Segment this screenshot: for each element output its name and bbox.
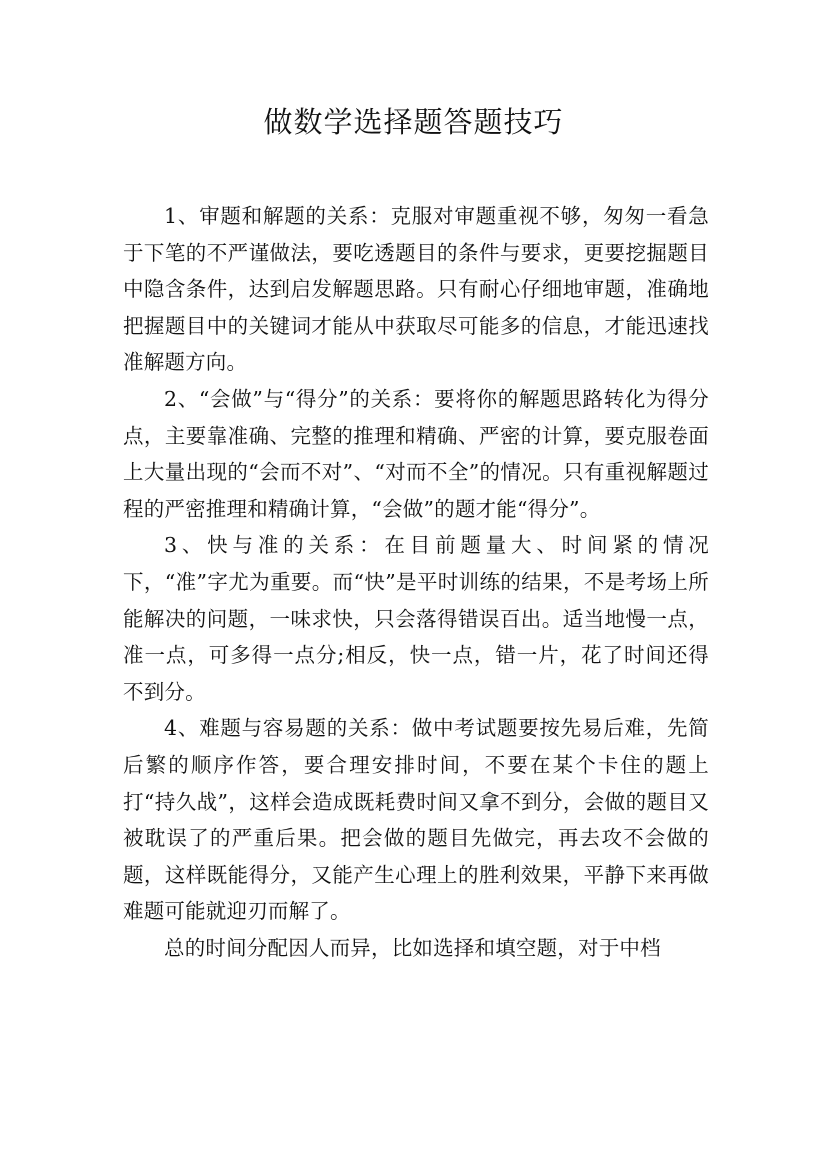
paragraph-review-and-solve: 1、审题和解题的关系：克服对审题重视不够，匆匆一看急于下笔的不严谨做法，要吃透题目的条件与要求，更要挖掘题目中隐含条件，达到启发解题思路。只有耐心仔细地审题，准确地把握题目中的关键词才能从中获取尽可能多的信息，才能迅速找准解题方向。: [123, 204, 709, 375]
paragraph-time-allocation: 总的时间分配因人而异，比如选择和填空题，对于中档: [164, 935, 661, 960]
paragraph-hard-and-easy: 4、难题与容易题的关系：做中考试题要按先易后难，先简后繁的顺序作答，要合理安排时间，不要在某个卡住的题上打“持久战”，这样会造成既耗费时间又拿不到分，会做的题目又被耽误了的严重后果。把会做的题目先做完，再去攻不会做的题，这样既能得分，又能产生心理上的胜利效果，平静下来再做难题可能就迎刃而解了。: [123, 716, 709, 924]
paragraph-can-do-and-score: 2、“会做”与“得分”的关系：要将你的解题思路转化为得分点，主要靠准确、完整的推理和精确、严密的计算，要克服卷面上大量出现的“会而不对”、“对而不全”的情况。只有重视解题过程的严密推理和精确计算，“会做”的题才能“得分”。: [123, 386, 709, 521]
document-title: 做数学选择题答题技巧: [263, 105, 564, 139]
paragraph-speed-and-accuracy: 3、快与准的关系：在目前题量大、时间紧的情况下，“准”字尤为重要。而“快”是平时训练的结果，不是考场上所能解决的问题，一味求快，只会落得错误百出。适当地慢一点，准一点，可多得一点分;相反，快一点，错一片，花了时间还得不到分。: [123, 533, 709, 704]
document-body: [123, 198, 709, 966]
